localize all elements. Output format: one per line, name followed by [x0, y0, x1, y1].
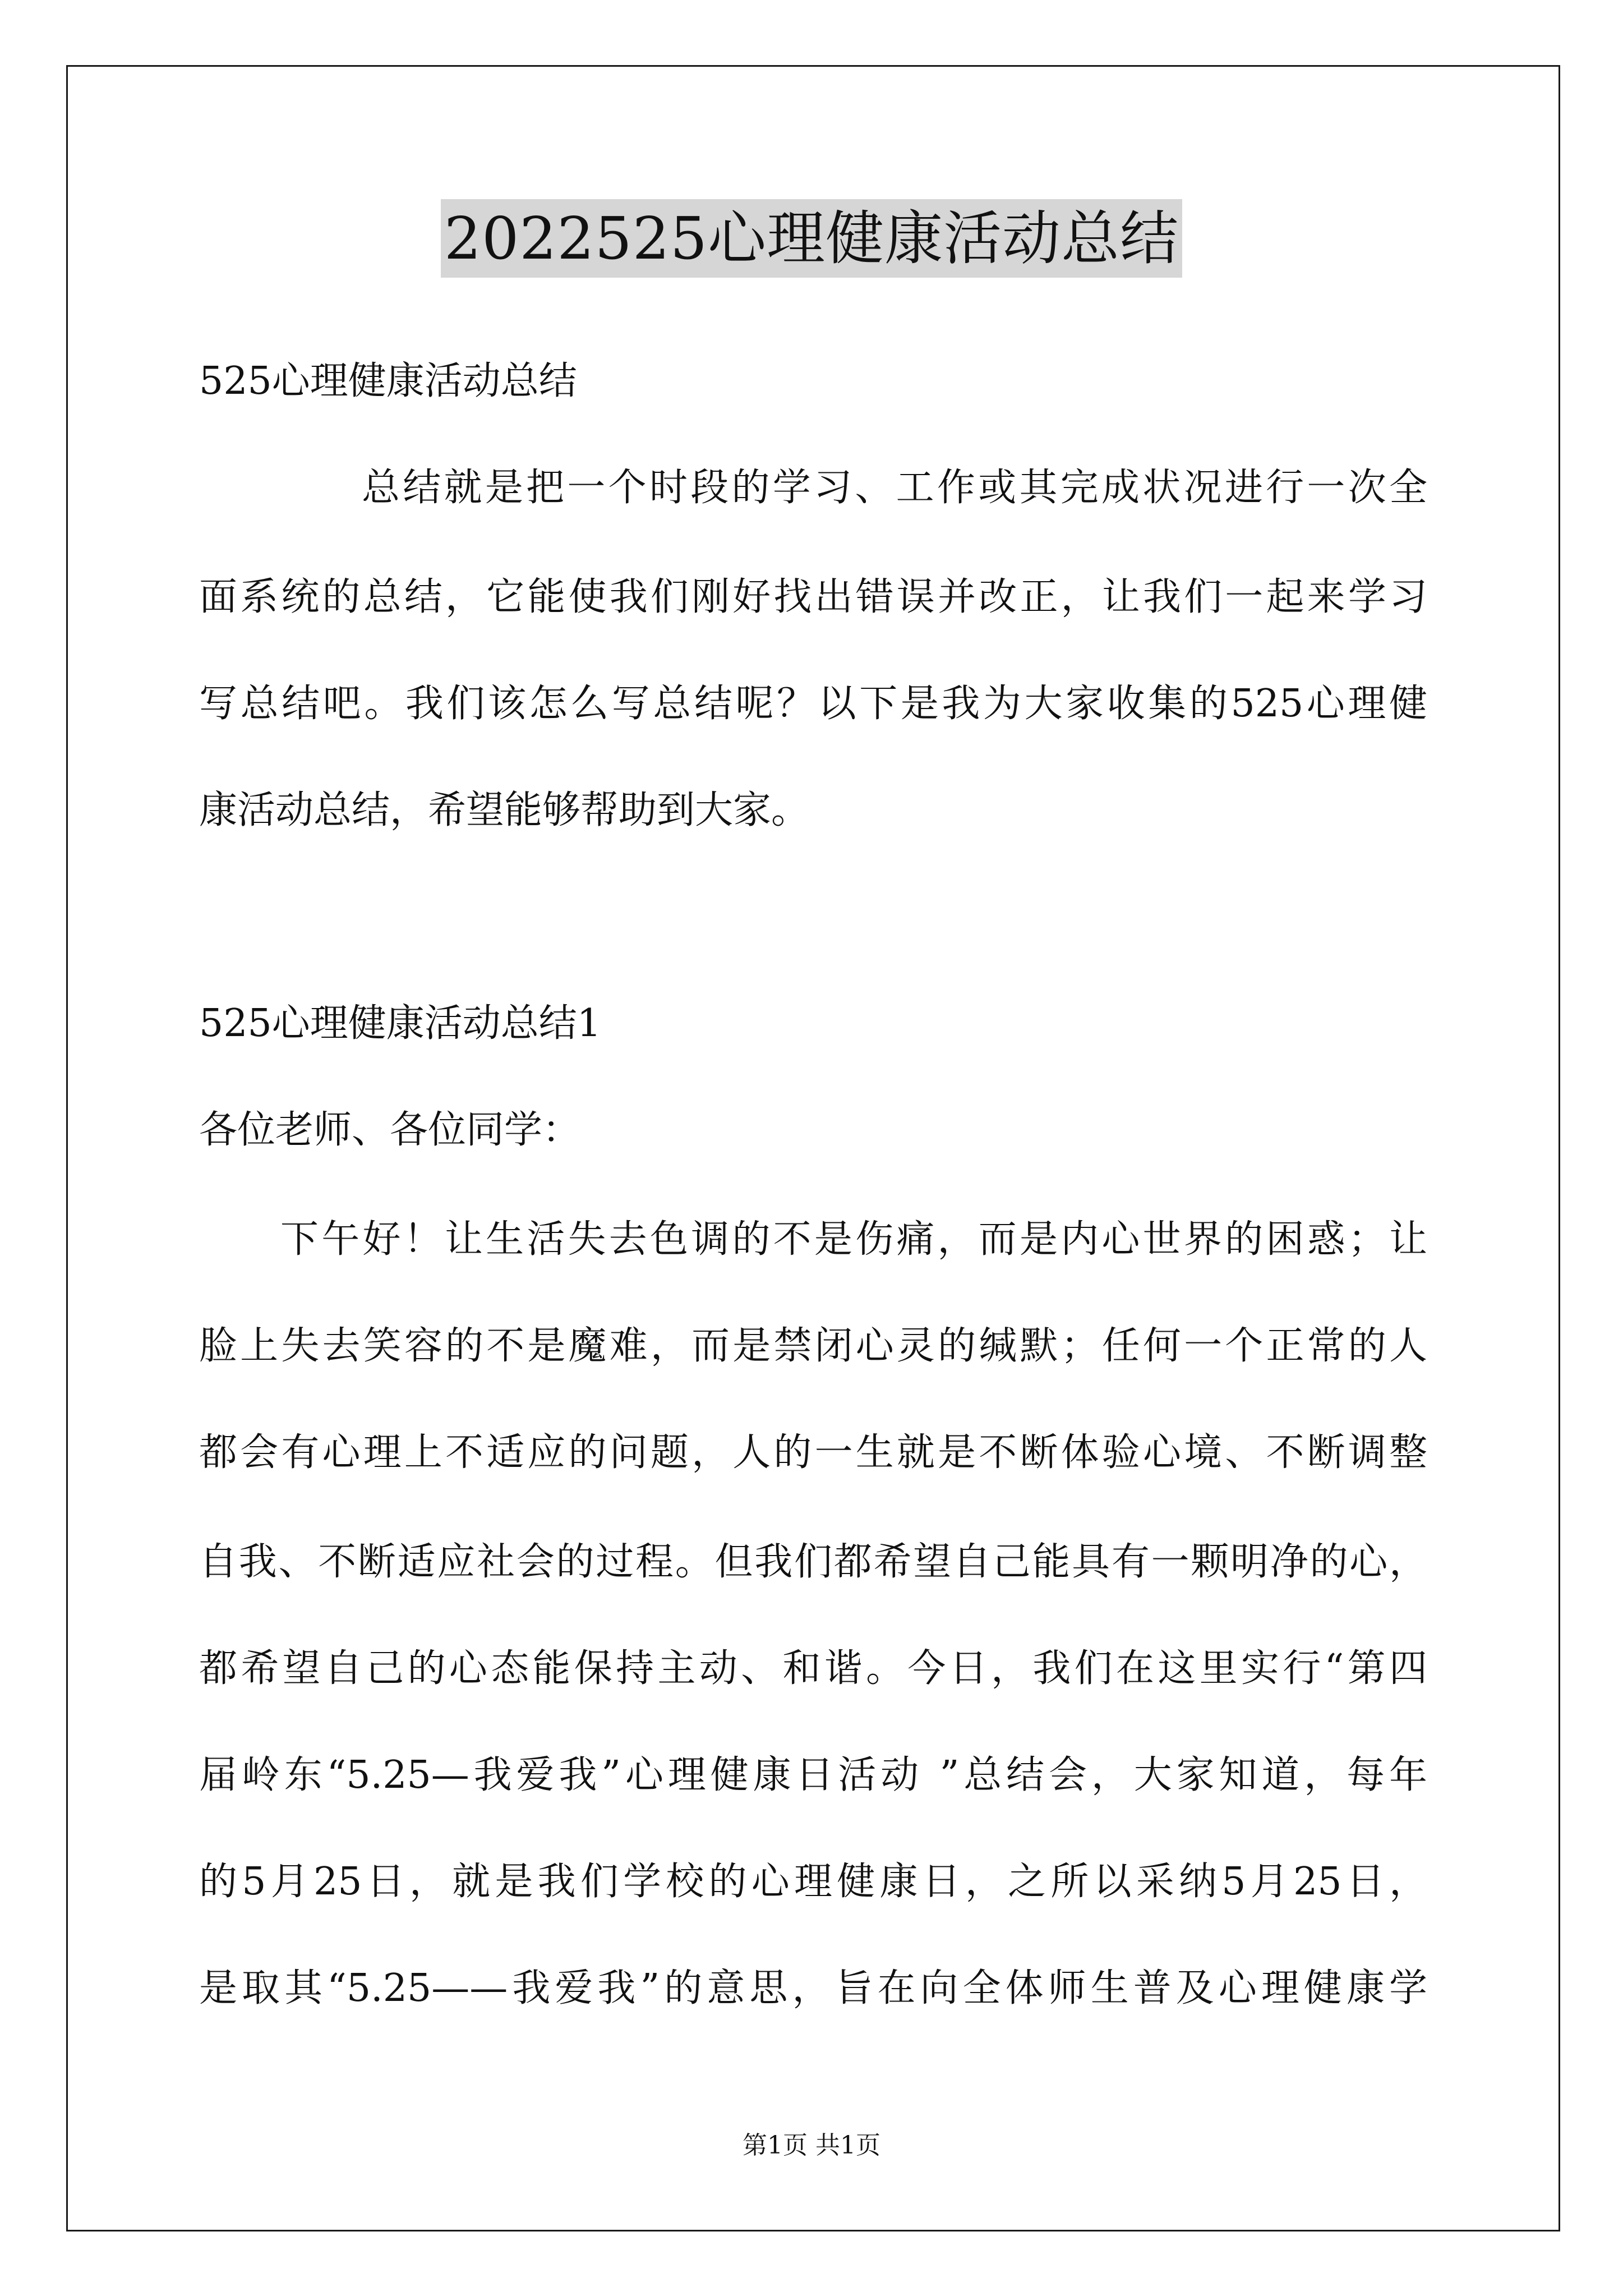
- body-line: 的5月25日，就是我们学校的心理健康日，之所以采纳5月25日，: [199, 1860, 1427, 1904]
- salutation: 各位老师、各位同学：: [199, 1108, 581, 1152]
- intro-line: 写总结吧。我们该怎么写总结呢？以下是我为大家收集的525心理健: [199, 682, 1427, 726]
- subtitle: 525心理健康活动总结: [199, 359, 577, 403]
- body-line: 届岭东“5.25—我爱我”心理健康日活动 ”总结会，大家知道，每年: [199, 1753, 1427, 1797]
- body-line: 都希望自己的心态能保持主动、和谐。今日，我们在这里实行“第四: [199, 1646, 1427, 1691]
- body-line: 都会有心理上不适应的问题，人的一生就是不断体验心境、不断调整: [199, 1430, 1427, 1475]
- section-heading: 525心理健康活动总结1: [199, 1001, 602, 1046]
- body-line: 脸上失去笑容的不是魔难，而是禁闭心灵的缄默；任何一个正常的人: [199, 1324, 1427, 1368]
- intro-line: 总结就是把一个时段的学习、工作或其完成状况进行一次全: [362, 466, 1427, 510]
- body-line: 是取其“5.25——我爱我”的意思，旨在向全体师生普及心理健康学: [199, 1966, 1427, 2010]
- document-title: [0, 199, 1623, 280]
- body-line: 自我、不断适应社会的过程。但我们都希望自己能具有一颗明净的心，: [199, 1540, 1427, 1584]
- page-footer: 第1页 共1页: [743, 2131, 880, 2160]
- document-title-text: 2022525心理健康活动总结: [441, 199, 1182, 278]
- body-line: 下午好！让生活失去色调的不是伤痛，而是内心世界的困惑；让: [280, 1217, 1427, 1262]
- intro-line: 面系统的总结，它能使我们刚好找出错误并改正，让我们一起来学习: [199, 575, 1427, 619]
- intro-line: 康活动总结，希望能够帮助到大家。: [199, 788, 810, 832]
